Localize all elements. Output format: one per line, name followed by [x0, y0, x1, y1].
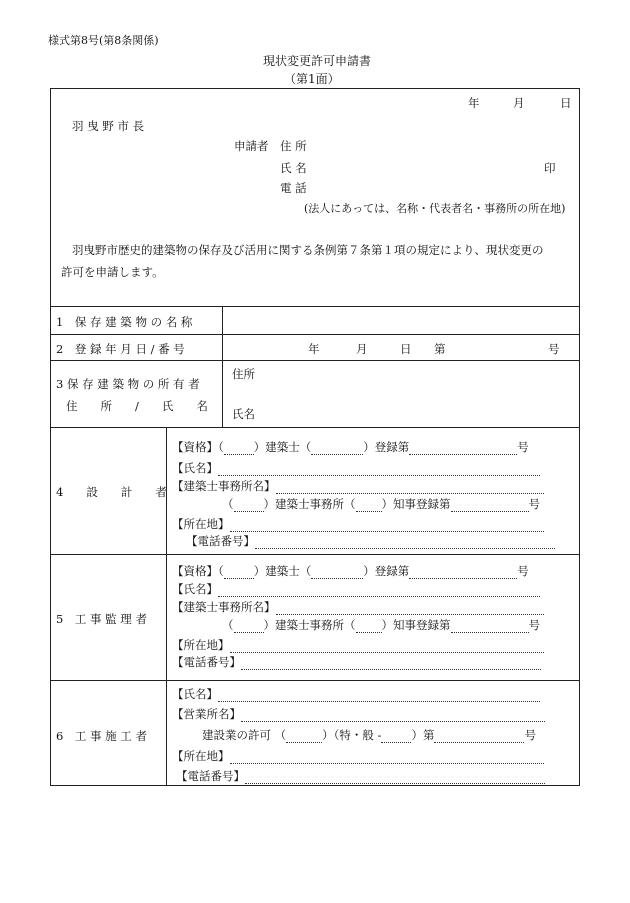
row3-name-label: 氏名 [232, 407, 255, 421]
supervisor-office-line [172, 599, 544, 615]
rule [50, 680, 580, 681]
go-label: 号 [524, 728, 536, 742]
row4-label: 4 設 計 者 [56, 485, 167, 499]
name-field[interactable] [218, 464, 540, 476]
phone-field[interactable] [241, 658, 541, 670]
designer-office-reg-line [222, 496, 540, 512]
architect-label: 建築士 [265, 440, 300, 454]
qualification-label: 【資格】 [172, 440, 218, 454]
row3-label-2: 住 所 / 氏 名 [66, 399, 208, 413]
date-day: 日 [560, 96, 572, 110]
row2-label: 2 登 録 年 月 日 / 番 号 [56, 342, 185, 356]
rule [50, 360, 580, 361]
office-label: 建築士事務所 [275, 497, 344, 511]
applicant-address-label: 住 所 [280, 139, 307, 153]
paren: （ [222, 497, 234, 511]
paren: ） [381, 497, 393, 511]
special-general-label: （特・般 - [333, 728, 382, 742]
form-table [50, 88, 580, 786]
go-label: 号 [517, 564, 529, 578]
date-year: 年 [468, 96, 480, 110]
name-label: 【氏名】 [172, 461, 218, 475]
paren: （ [218, 440, 224, 454]
designer-office-line [172, 478, 544, 494]
paren: ） [363, 564, 375, 578]
paren: ） [253, 564, 266, 578]
construction-license-label: 建設業の許可 [202, 728, 271, 742]
paren: ） [253, 440, 266, 454]
paren: ） [322, 728, 334, 742]
blank-field[interactable] [356, 500, 382, 512]
paren: ） [263, 497, 275, 511]
designer-qualification-line [172, 439, 529, 455]
row2-month: 月 [356, 342, 368, 356]
paren: （ [299, 564, 312, 578]
governor-registration-label: 知事登録第 [393, 497, 451, 511]
row2-go: 号 [548, 342, 560, 356]
office-name-label: 【建築士事務所名】 [172, 600, 276, 614]
governor-registration-label: 知事登録第 [393, 618, 451, 632]
rule [50, 554, 580, 555]
supervisor-qualification-line [172, 563, 529, 579]
dai-label: 第 [422, 728, 435, 742]
phone-field[interactable] [245, 772, 545, 784]
row6-label: 6 工 事 施 工 者 [56, 729, 147, 743]
applicant-label: 申請者 [234, 139, 269, 153]
location-field[interactable] [230, 752, 544, 764]
name-field[interactable] [218, 690, 540, 702]
name-field[interactable] [218, 585, 540, 597]
paren: ） [363, 440, 375, 454]
name-label: 【氏名】 [172, 582, 218, 596]
location-field[interactable] [230, 520, 544, 532]
phone-label: 【電話番号】 [176, 769, 245, 783]
application-text-line1: 羽曳野市歴史的建築物の保存及び活用に関する条例第７条第１項の規定により、現状変更の [72, 243, 544, 257]
office-name-label: 【建築士事務所名】 [172, 479, 276, 493]
column-divider [222, 306, 223, 427]
rule [50, 306, 580, 307]
phone-field[interactable] [255, 537, 555, 549]
go-label: 号 [528, 497, 540, 511]
location-label: 【所在地】 [172, 517, 230, 531]
contractor-phone-line [176, 768, 545, 784]
sales-office-field[interactable] [241, 710, 545, 722]
paren: ） [263, 618, 275, 632]
go-label: 号 [528, 618, 540, 632]
paren: ） [411, 728, 423, 742]
phone-label: 【電話番号】 [186, 534, 255, 548]
applicant-name-label: 氏 名 [280, 161, 307, 175]
registration-field[interactable] [409, 567, 517, 579]
office-label: 建築士事務所 [275, 618, 344, 632]
governor-registration-field[interactable] [451, 621, 529, 633]
row3-label-1: 3 保 存 建 築 物 の 所 有 者 [56, 377, 200, 391]
blank-field[interactable] [311, 443, 363, 455]
sales-office-label: 【営業所名】 [172, 707, 241, 721]
registration-label: 登録第 [374, 440, 410, 454]
contractor-office-line [172, 706, 545, 722]
rule [50, 334, 580, 335]
paren: （ [222, 618, 234, 632]
row5-label: 5 工 事 監 理 者 [56, 612, 147, 626]
contractor-license-line [202, 727, 536, 743]
row2-dai: 第 [434, 342, 446, 356]
blank-field[interactable] [381, 731, 411, 743]
application-text-line2: 許可を申請します。 [61, 265, 164, 279]
registration-field[interactable] [409, 443, 517, 455]
location-label: 【所在地】 [172, 638, 230, 652]
paren: （ [344, 497, 356, 511]
designer-phone-line [186, 533, 555, 549]
paren: ） [381, 618, 393, 632]
blank-field[interactable] [356, 621, 382, 633]
location-field[interactable] [230, 641, 544, 653]
date-month: 月 [513, 96, 525, 110]
form-number: 様式第8号(第8条関係) [48, 34, 159, 47]
contractor-name-line [172, 686, 540, 702]
office-name-field[interactable] [276, 482, 544, 494]
rule [50, 427, 580, 428]
blank-field[interactable] [234, 500, 264, 512]
architect-label: 建築士 [265, 564, 300, 578]
applicant-phone-label: 電 話 [280, 181, 307, 195]
paren: （ [274, 728, 287, 742]
blank-field[interactable] [224, 443, 254, 455]
registration-label: 登録第 [374, 564, 410, 578]
column-divider [166, 427, 167, 786]
contractor-location-line [172, 748, 544, 764]
governor-registration-field[interactable] [451, 500, 529, 512]
addressee: 羽 曳 野 市 長 [72, 119, 145, 133]
row2-day: 日 [400, 342, 412, 356]
blank-field[interactable] [286, 731, 322, 743]
license-number-field[interactable] [434, 731, 524, 743]
corporate-note: (法人にあっては、名称・代表者名・事務所の所在地) [304, 202, 566, 215]
row2-year: 年 [308, 342, 320, 356]
supervisor-office-reg-line [222, 617, 540, 633]
supervisor-phone-line [172, 654, 541, 670]
seal-mark: 印 [544, 161, 556, 175]
location-label: 【所在地】 [172, 749, 230, 763]
go-label: 号 [517, 440, 529, 454]
qualification-label: 【資格】 [172, 564, 218, 578]
paren: （ [344, 618, 356, 632]
supervisor-location-line [172, 637, 544, 653]
paren: （ [299, 440, 312, 454]
phone-label: 【電話番号】 [172, 655, 241, 669]
name-label: 【氏名】 [172, 687, 218, 701]
designer-location-line [172, 516, 544, 532]
office-name-field[interactable] [276, 603, 544, 615]
supervisor-name-line [172, 581, 540, 597]
blank-field[interactable] [224, 567, 254, 579]
form-title: 現状変更許可申請書 [263, 54, 372, 68]
page-number: （第1面） [284, 72, 340, 86]
row3-address-label: 住所 [232, 367, 255, 381]
blank-field[interactable] [311, 567, 363, 579]
blank-field[interactable] [234, 621, 264, 633]
designer-name-line [172, 460, 540, 476]
paren: （ [218, 564, 224, 578]
row1-label: 1 保 存 建 築 物 の 名 称 [56, 315, 193, 329]
